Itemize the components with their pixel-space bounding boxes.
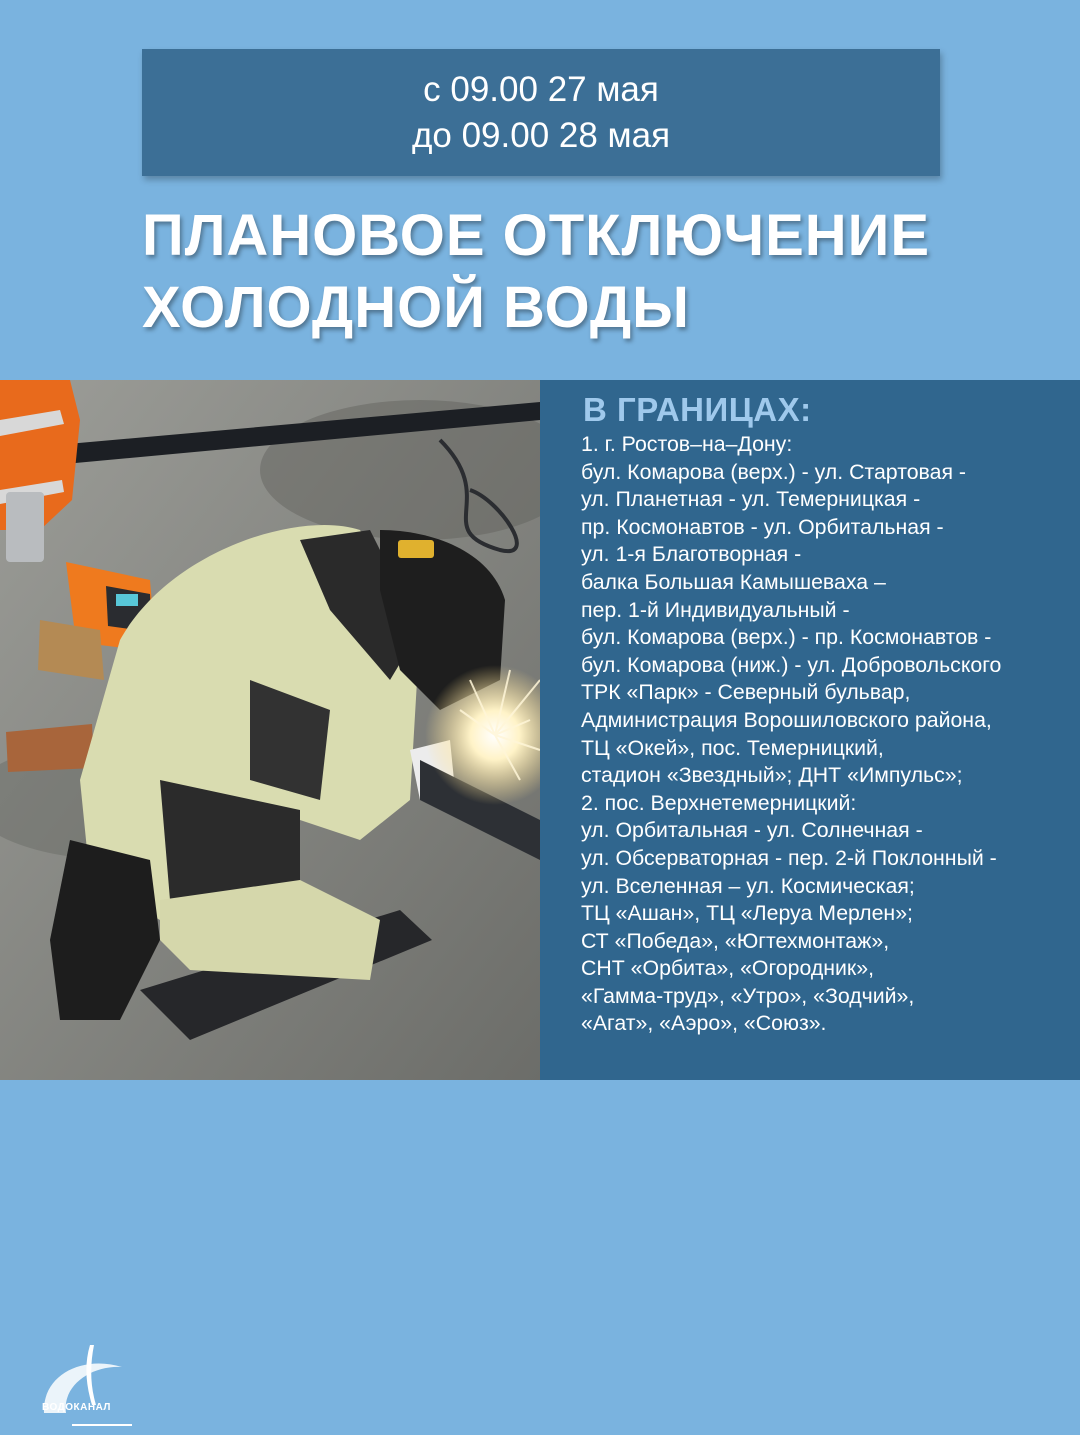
title-line-2: ХОЛОДНОЙ ВОДЫ (142, 275, 690, 340)
boundaries-heading: В ГРАНИЦАХ: (583, 391, 812, 428)
boundary-line: ул. 1-я Благотворная - (581, 542, 802, 567)
title-line-1: ПЛАНОВОЕ ОТКЛЮЧЕНИЕ (142, 203, 931, 268)
boundary-line: 2. пос. Верхнетемерницкий: (581, 790, 857, 815)
logo-text: ВОДОКАНАЛ (42, 1402, 111, 1413)
boundary-line: «Агат», «Аэро», «Союз». (581, 1011, 827, 1036)
vodokanal-logo (32, 1335, 144, 1435)
boundary-line: ул. Орбитальная - ул. Солнечная - (581, 818, 923, 843)
welder-illustration (0, 380, 540, 1080)
boundary-line: СТ «Победа», «Югтехмонтаж», (581, 928, 890, 953)
boundary-line: пр. Космонавтов - ул. Орбитальная - (581, 514, 944, 539)
date-start: с 09.00 27 мая (423, 69, 659, 109)
page-title (142, 200, 1042, 344)
boundary-line: ул. Вселенная – ул. Космическая; (581, 873, 915, 898)
boundary-line: балка Большая Камышеваха – (581, 569, 886, 594)
boundary-line: ТЦ «Окей», пос. Темерницкий, (581, 735, 884, 760)
boundary-line: СНТ «Орбита», «Огородник», (581, 956, 875, 981)
boundaries-panel (540, 380, 1080, 1080)
boundary-line: ТРК «Парк» - Северный бульвар, (581, 680, 911, 705)
boundary-line: ул. Планетная - ул. Темерницкая - (581, 487, 921, 512)
logo-emblem-icon (32, 1335, 144, 1435)
boundary-line: «Гамма-труд», «Утро», «Зодчий», (581, 983, 915, 1008)
date-banner (142, 49, 940, 176)
boundary-line: Администрация Ворошиловского района, (581, 707, 992, 732)
boundary-line: 1. г. Ростов–на–Дону: (581, 432, 793, 456)
boundary-line: бул. Комарова (ниж.) - ул. Добровольского (581, 652, 1002, 677)
boundary-line: пер. 1-й Индивидуальный - (581, 597, 850, 622)
boundary-line: бул. Комарова (верх.) - пр. Космонавтов - (581, 625, 992, 650)
boundaries-list (581, 431, 1076, 1038)
boundary-line: ТЦ «Ашан», ТЦ «Леруа Мерлен»; (581, 901, 913, 926)
boundary-line: ул. Обсерваторная - пер. 2-й Поклонный - (581, 845, 997, 870)
welder-photo (0, 380, 540, 1413)
date-end: до 09.00 28 мая (411, 115, 671, 155)
boundary-line: бул. Комарова (верх.) - ул. Стартовая - (581, 459, 967, 484)
boundary-line: стадион «Звездный»; ДНТ «Импульс»; (581, 763, 963, 788)
